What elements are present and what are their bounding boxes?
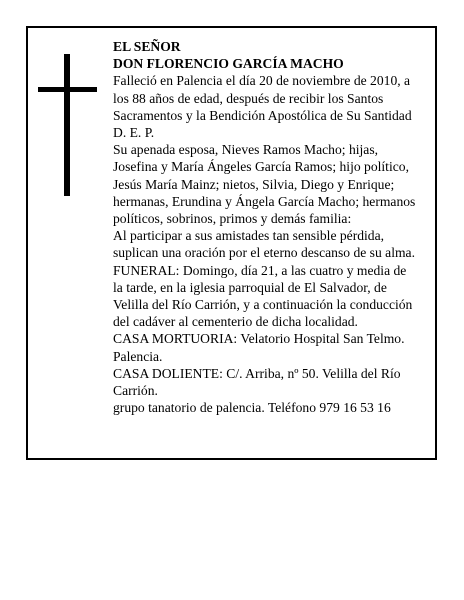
notice-line: del cadáver al cementerio de dicha localidad. <box>113 314 358 330</box>
notice-line: Velilla del Río Carrión, y a continuación la conducción <box>113 297 413 313</box>
notice-heading: EL SEÑOR <box>113 39 181 54</box>
notice-line: Su apenada esposa, Nieves Ramos Macho; hijas, <box>113 142 379 158</box>
notice-line: los 88 años de edad, después de recibir los Santos <box>113 90 384 106</box>
notice-line: Palencia. <box>113 348 163 364</box>
notice-line: hermanas, Erundina y Ángela García Macho; hermanos <box>113 193 416 209</box>
notice-line: políticos, sobrinos, primos y demás familia: <box>113 211 352 227</box>
notice-line: CASA MORTUORIA: Velatorio Hospital San Telmo. <box>113 331 405 347</box>
notice-line: Al participar a sus amistades tan sensible pérdida, <box>113 228 385 244</box>
cross-horizontal-bar <box>38 87 97 92</box>
notice-line: D. E. P. <box>113 125 155 141</box>
notice-line: la tarde, en la iglesia parroquial de El Salvador, de <box>113 279 387 295</box>
notice-line: Sacramentos y la Bendición Apostólica de Su Santidad <box>113 107 412 123</box>
notice-line: Carrión. <box>113 383 158 399</box>
notice-line: FUNERAL: Domingo, día 21, a las cuatro y media de <box>113 262 407 278</box>
notice-line: CASA DOLIENTE: C/. Arriba, nº 50. Velilla del Río <box>113 365 401 381</box>
deceased-name: DON FLORENCIO GARCÍA MACHO <box>113 56 344 72</box>
cross-vertical-bar <box>64 54 70 196</box>
notice-line: Jesús María Mainz; nietos, Silvia, Diego y Enrique; <box>113 176 395 192</box>
notice-line: Josefina y María Ángeles García Ramos; hijo político, <box>113 159 409 175</box>
obituary-text <box>113 38 425 416</box>
notice-line: suplican una oración por el eterno descanso de su alma. <box>113 245 415 261</box>
notice-line: grupo tanatorio de palencia. Teléfono 979 16 53 16 <box>113 400 391 416</box>
notice-line: Falleció en Palencia el día 20 de noviembre de 2010, a <box>113 73 411 89</box>
